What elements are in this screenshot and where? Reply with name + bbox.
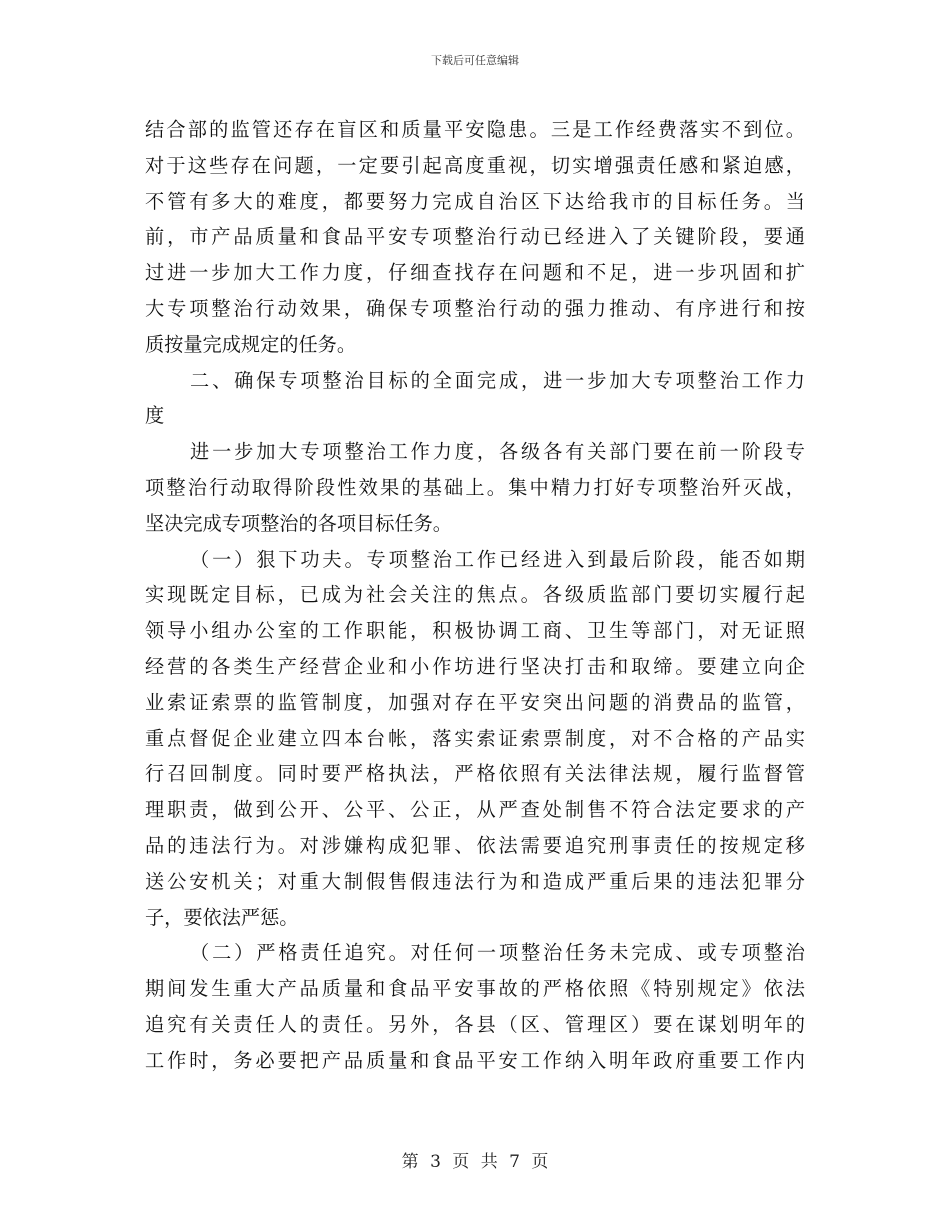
- section-heading-line: 度: [145, 404, 165, 428]
- text-line: 领导小组办公室的工作职能，积极协调工商、卫生等部门，对无证照: [145, 619, 805, 643]
- page-number: 第 3 页 共 7 页: [401, 1152, 549, 1172]
- text-line: 行召回制度。同时要严格执法，严格依照有关法律法规，履行监督管: [145, 762, 805, 786]
- text-line: 过进一步加大工作力度，仔细查找存在问题和不足，进一步巩固和扩: [145, 261, 805, 285]
- text-line: 进一步加大专项整治工作力度，各级各有关部门要在前一阶段专: [190, 440, 805, 464]
- text-line: 子，要依法严惩。: [145, 905, 299, 929]
- text-line: 重点督促企业建立四本台帐，落实索证索票制度，对不合格的产品实: [145, 726, 805, 750]
- text-line: 经营的各类生产经营企业和小作坊进行坚决打击和取缔。要建立向企: [145, 654, 805, 678]
- document-body: [145, 112, 805, 1079]
- subsection-line: （一）狠下功夫。专项整治工作已经进入到最后阶段，能否如期: [190, 547, 805, 571]
- text-line: 前，市产品质量和食品平安专项整治行动已经进入了关键阶段，要通: [145, 225, 805, 249]
- text-line: 理职责，做到公开、公平、公正，从严查处制售不符合法定要求的产: [145, 798, 805, 822]
- text-line: 不管有多大的难度，都要努力完成自治区下达给我市的目标任务。当: [145, 189, 805, 213]
- text-line: 项整治行动取得阶段性效果的基础上。集中精力打好专项整治歼灭战，: [145, 475, 805, 499]
- text-line: 对于这些存在问题，一定要引起高度重视，切实增强责任感和紧迫感，: [145, 153, 805, 177]
- page-header-note: 下载后可任意编辑: [431, 54, 519, 67]
- text-line: 坚决完成专项整治的各项目标任务。: [145, 511, 452, 535]
- text-line: 追究有关责任人的责任。另外，各县（区、管理区）要在谋划明年的: [145, 1012, 805, 1036]
- text-line: 品的违法行为。对涉嫌构成犯罪、依法需要追究刑事责任的按规定移: [145, 833, 805, 857]
- text-line: 实现既定目标，已成为社会关注的焦点。各级质监部门要切实履行起: [145, 583, 805, 607]
- text-line: 业索证索票的监管制度，加强对存在平安突出问题的消费品的监管，: [145, 690, 805, 714]
- text-line: 质按量完成规定的任务。: [145, 332, 357, 356]
- text-line: 工作时，务必要把产品质量和食品平安工作纳入明年政府重要工作内: [145, 1048, 805, 1072]
- text-line: 结合部的监管还存在盲区和质量平安隐患。三是工作经费落实不到位。: [145, 118, 805, 141]
- text-line: 送公安机关；对重大制假售假违法行为和造成严重后果的违法犯罪分: [145, 869, 805, 893]
- text-line: 大专项整治行动效果，确保专项整治行动的强力推动、有序进行和按: [145, 296, 805, 320]
- section-heading-line: 二、确保专项整治目标的全面完成，进一步加大专项整治工作力: [190, 368, 805, 392]
- text-line: 期间发生重大产品质量和食品平安事故的严格依照《特别规定》依法: [145, 977, 805, 1001]
- subsection-line: （二）严格责任追究。对任何一项整治任务未完成、或专项整治: [190, 941, 805, 965]
